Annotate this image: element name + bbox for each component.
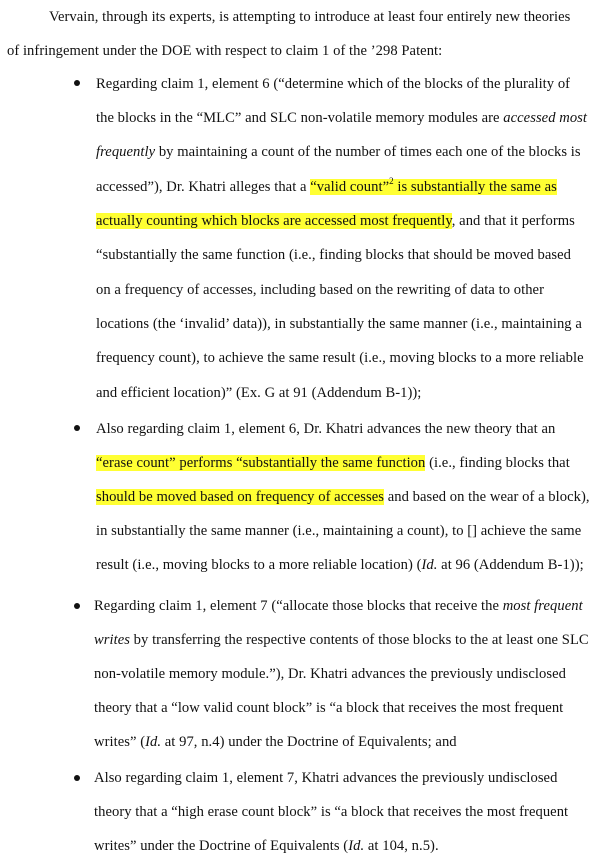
bullet3-line-3: non-volatile memory module.”), Dr. Khatri advances the previously undisclosed — [94, 666, 566, 682]
footnote-marker: 2 — [389, 176, 394, 187]
bullet1-text: by maintaining a count of the number of times each one of the blocks is — [155, 144, 581, 160]
bullet2-line-1: Also regarding claim 1, element 6, Dr. Khatri advances the new theory that an — [96, 421, 556, 437]
bullet1-italic-text: accessed most — [503, 110, 588, 126]
bullet1-line-7: on a frequency of accesses, including based on the rewriting of data to other — [96, 282, 544, 298]
citation-id: Id. — [145, 734, 162, 750]
bullet2-line-3 — [96, 488, 590, 506]
intro-line-1: Vervain, through its experts, is attempting to introduce at least four entirely new theories — [49, 9, 571, 25]
bullet-point-3 — [74, 603, 80, 609]
citation-id: Id. — [348, 838, 365, 854]
valid-count-term: “valid count” — [310, 179, 390, 195]
bullet3-line-1 — [94, 597, 583, 615]
bullet-point-1 — [74, 80, 80, 86]
highlighted-text: should be moved based on frequency of accesses — [96, 489, 384, 505]
bullet-point-2 — [74, 425, 80, 431]
bullet3-text: Regarding claim 1, element 7 (“allocate those blocks that receive the — [94, 598, 503, 614]
citation-id: Id. — [421, 557, 438, 573]
bullet4-line-1: Also regarding claim 1, element 7, Khatri advances the previously undisclosed — [94, 770, 558, 786]
bullet1-line-3 — [96, 143, 581, 161]
bullet4-text: writes” under the Doctrine of Equivalents ( — [94, 838, 349, 854]
bullet3-line-4: theory that a “low valid count block” is “a block that receives the most frequent — [94, 700, 564, 716]
bullet3-text: writes” ( — [94, 734, 146, 750]
bullet3-text: by transferring the respective contents of those blocks to the at least one SLC — [129, 632, 589, 648]
bullet3-text: at 97, n.4) under the Doctrine of Equivalents; and — [161, 734, 457, 750]
bullet2-text: (i.e., finding blocks that — [425, 455, 570, 471]
bullet3-italic-text: most frequent — [502, 598, 583, 614]
highlighted-text: actually counting which blocks are accessed most frequently — [96, 213, 452, 229]
bullet4-line-3 — [94, 837, 439, 855]
bullet1-line-6: “substantially the same function (i.e., finding blocks that should be moved based — [96, 247, 572, 263]
highlighted-text: “erase count” performs “substantially the same function — [96, 455, 426, 471]
highlighted-phrase: is substantially the same as — [393, 179, 557, 195]
bullet1-text: , and that it performs — [451, 213, 575, 229]
bullet2-text: result (i.e., moving blocks to a more reliable location) ( — [96, 557, 422, 573]
bullet3-line-5 — [94, 733, 457, 751]
bullet2-line-4: in substantially the same manner (i.e., maintaining a count), to [] achieve the same — [96, 523, 582, 539]
bullet1-text: the blocks in the “MLC” and SLC non-volatile memory modules are — [96, 110, 504, 126]
bullet2-line-2 — [96, 454, 570, 472]
bullet3-line-2 — [94, 631, 589, 649]
bullet-point-4 — [74, 775, 80, 781]
highlighted-text — [310, 176, 557, 195]
intro-line-2: of infringement under the DOE with respect to claim 1 of the ’298 Patent: — [7, 43, 443, 59]
bullet1-line-4 — [96, 178, 557, 196]
bullet2-text: and based on the wear of a block), — [384, 489, 590, 505]
bullet2-text: at 96 (Addendum B-1)); — [437, 557, 584, 573]
bullet1-line-9: frequency count), to achieve the same result (i.e., moving blocks to a more reliable — [96, 350, 584, 366]
bullet1-line-5 — [96, 212, 575, 230]
bullet2-line-5 — [96, 556, 584, 574]
bullet1-line-8: locations (the ‘invalid’ data)), in substantially the same manner (i.e., maintaining a — [96, 316, 582, 332]
bullet4-text: at 104, n.5). — [364, 838, 439, 854]
bullet1-text: accessed”), Dr. Khatri alleges that a — [96, 179, 311, 195]
bullet1-line-2 — [96, 109, 587, 127]
bullet1-line-1: Regarding claim 1, element 6 (“determine which of the blocks of the plurality of — [96, 76, 571, 92]
bullet1-line-10: and efficient location)” (Ex. G at 91 (Addendum B-1)); — [96, 385, 422, 401]
bullet4-line-2: theory that a “high erase count block” is “a block that receives the most frequent — [94, 804, 569, 820]
bullet3-italic-text: writes — [94, 632, 130, 648]
bullet1-italic-text: frequently — [96, 144, 156, 160]
